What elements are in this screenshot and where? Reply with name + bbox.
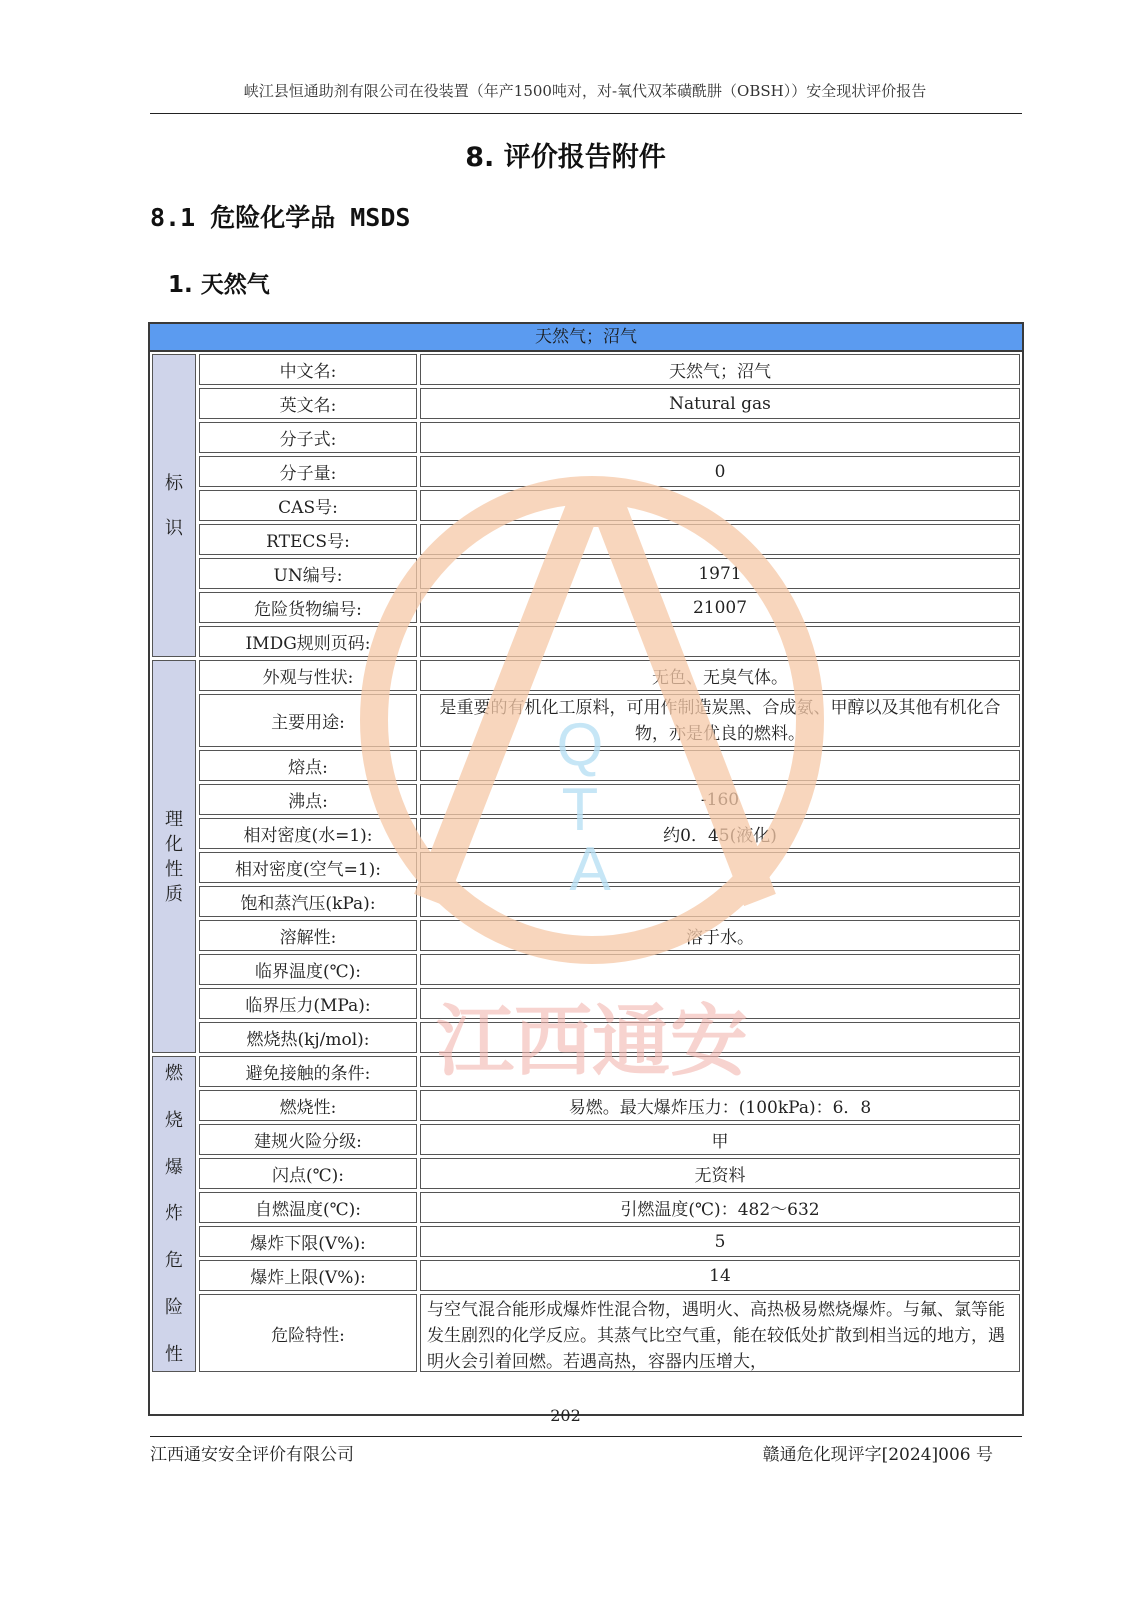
field-value: 溶于水。: [420, 920, 1020, 951]
footer-rule: [150, 1436, 1022, 1437]
field-label: 外观与性状:: [199, 660, 417, 691]
category-char: 性: [165, 858, 183, 880]
field-label: 爆炸下限(V%):: [199, 1226, 417, 1257]
field-label: 燃烧热(kj/mol):: [199, 1022, 417, 1053]
field-value: 0: [420, 456, 1020, 487]
watermark-letter: T: [561, 776, 599, 843]
field-label: 溶解性:: [199, 920, 417, 951]
field-value: 易燃。最大爆炸压力：(100kPa)：6．8: [420, 1090, 1020, 1121]
watermark-letter: Q: [556, 711, 604, 778]
field-value: [420, 1056, 1020, 1087]
field-value: [420, 490, 1020, 521]
field-label: 自燃温度(℃):: [199, 1192, 417, 1223]
category-char: 爆: [165, 1156, 183, 1178]
footer-document-code: 赣通危化现评字[2024]006 号: [762, 1445, 993, 1465]
field-value: 与空气混合能形成爆炸性混合物，遇明火、高热极易燃烧爆炸。与氟、氯等能发生剧烈的化学反应。其蒸气比空气重，能在较低处扩散到相当远的地方，遇明火会引着回燃。若遇高热，容器内压增大，: [420, 1294, 1020, 1372]
page-number: 202: [550, 1406, 581, 1425]
field-value: [420, 886, 1020, 917]
field-value: 无资料: [420, 1158, 1020, 1189]
field-label: RTECS号:: [199, 524, 417, 555]
field-value: -160: [420, 784, 1020, 815]
page-header: 峡江县恒通助剂有限公司在役装置（年产1500吨对，对-氧代双苯磺酰肼（OBSH））安全现状评价报告: [243, 82, 927, 100]
msds-table-title: 天然气；沼气: [150, 324, 1022, 352]
field-label: 临界温度(℃):: [199, 954, 417, 985]
field-label: 熔点:: [199, 750, 417, 781]
field-value: 无色、无臭气体。: [420, 660, 1020, 691]
category-char: 烧: [165, 1109, 183, 1131]
category-identification: [152, 354, 196, 657]
category-fire-hazard: [152, 1056, 196, 1372]
field-value: 天然气；沼气: [420, 354, 1020, 385]
category-char: 燃: [165, 1063, 183, 1084]
field-value: 约0．45(液化): [420, 818, 1020, 849]
field-label: 临界压力(MPa):: [199, 988, 417, 1019]
category-char: 炸: [165, 1203, 183, 1225]
category-char: 识: [165, 517, 183, 539]
category-char: 理: [165, 808, 183, 830]
field-label: 饱和蒸汽压(kPa):: [199, 886, 417, 917]
category-char: 化: [165, 833, 183, 855]
category-char: 质: [165, 883, 183, 905]
category-char: 危: [165, 1250, 183, 1272]
field-label: 建规火险分级:: [199, 1124, 417, 1155]
field-label: 主要用途:: [199, 694, 417, 747]
field-value: [420, 1022, 1020, 1053]
field-label: 分子量:: [199, 456, 417, 487]
category-physchem: [152, 660, 196, 1053]
field-value: 甲: [420, 1124, 1020, 1155]
field-label: 沸点:: [199, 784, 417, 815]
field-label: 爆炸上限(V%):: [199, 1260, 417, 1291]
field-label: 相对密度(水=1):: [199, 818, 417, 849]
field-value: 14: [420, 1260, 1020, 1291]
chapter-title: 8. 评价报告附件: [465, 142, 666, 173]
field-value: [420, 988, 1020, 1019]
field-label: 危险货物编号:: [199, 592, 417, 623]
field-label: 分子式:: [199, 422, 417, 453]
field-label: 闪点(℃):: [199, 1158, 417, 1189]
field-value: [420, 626, 1020, 657]
field-value: [420, 852, 1020, 883]
msds-grid: [152, 354, 1020, 1372]
sub-title: 1. 天然气: [168, 272, 270, 298]
footer-company: 江西通安安全评价有限公司: [150, 1445, 354, 1465]
category-char: 标: [165, 472, 183, 494]
header-rule: [150, 113, 1022, 114]
field-value: [420, 954, 1020, 985]
field-value: [420, 422, 1020, 453]
field-label: CAS号:: [199, 490, 417, 521]
field-label: UN编号:: [199, 558, 417, 589]
field-value: 1971: [420, 558, 1020, 589]
field-label: IMDG规则页码:: [199, 626, 417, 657]
field-label: 避免接触的条件:: [199, 1056, 417, 1087]
field-label: 中文名:: [199, 354, 417, 385]
field-value: [420, 524, 1020, 555]
watermark-letter: A: [569, 835, 611, 904]
category-char: 险: [165, 1297, 183, 1319]
field-label: 燃烧性:: [199, 1090, 417, 1121]
field-label: 英文名:: [199, 388, 417, 419]
category-char: 性: [165, 1343, 183, 1365]
field-label: 危险特性:: [199, 1294, 417, 1372]
section-title: 8.1 危险化学品 MSDS: [150, 203, 411, 232]
field-value: 5: [420, 1226, 1020, 1257]
field-value: Natural gas: [420, 388, 1020, 419]
msds-table: [148, 322, 1024, 1416]
field-value: [420, 750, 1020, 781]
field-label: 相对密度(空气=1):: [199, 852, 417, 883]
field-value: 21007: [420, 592, 1020, 623]
field-value: 是重要的有机化工原料，可用作制造炭黑、合成氨、甲醇以及其他有机化合物，亦是优良的燃料。: [420, 694, 1020, 747]
field-value: 引燃温度(℃)：482～632: [420, 1192, 1020, 1223]
watermark-text: 江西通安: [435, 997, 749, 1087]
